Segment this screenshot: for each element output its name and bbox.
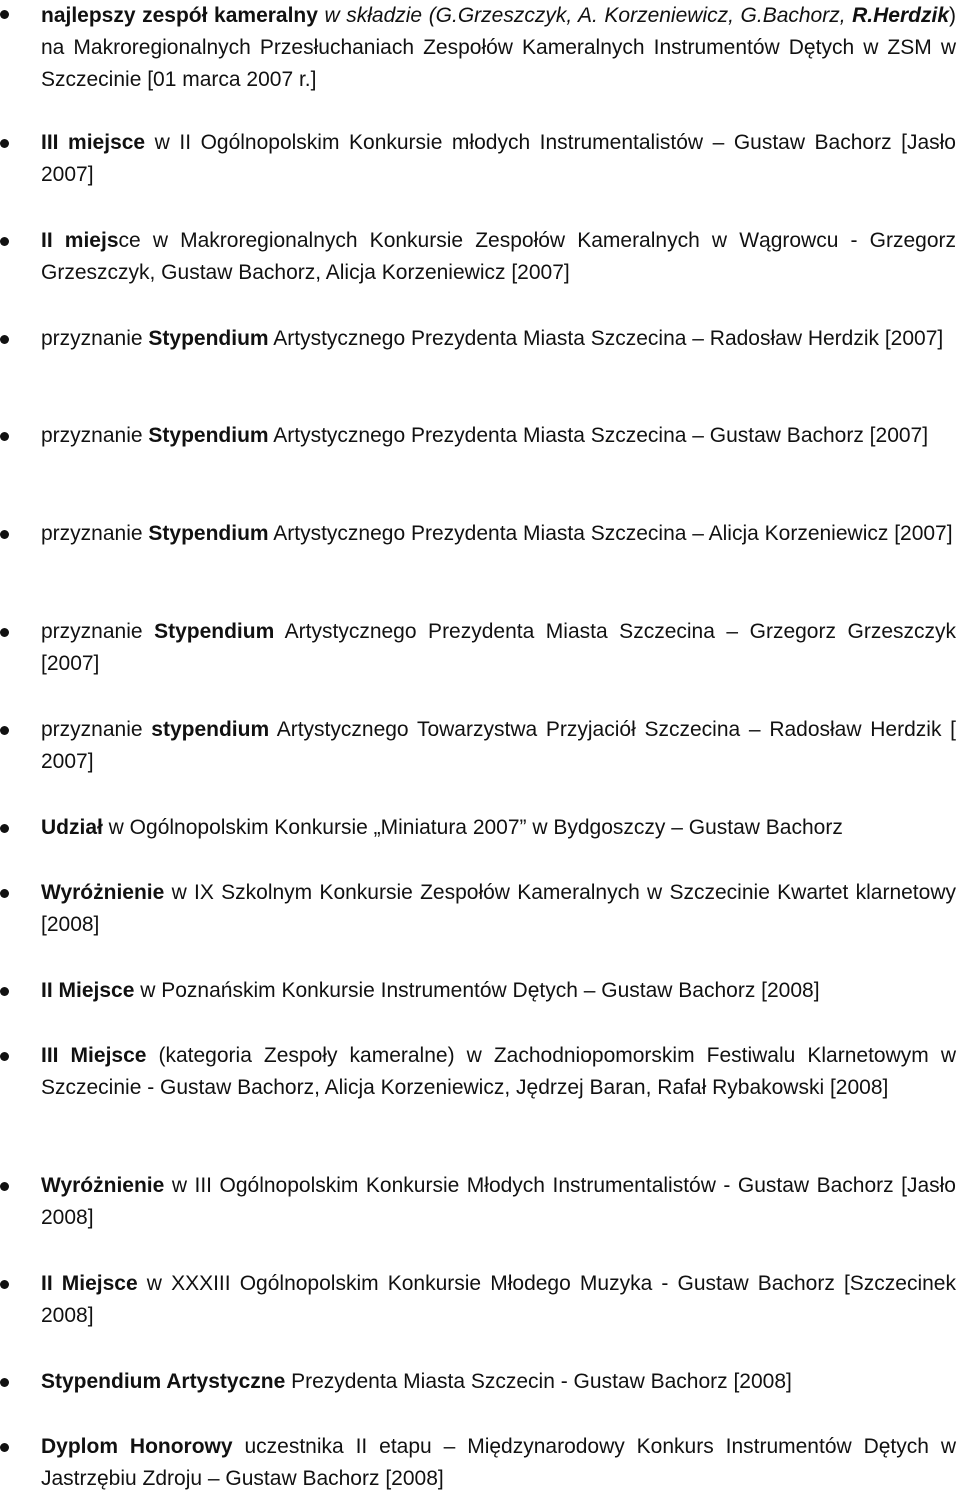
bullet-icon [0, 726, 9, 735]
bullet-icon [0, 889, 9, 898]
bullet-icon [0, 1052, 9, 1061]
item-text [41, 1170, 956, 1234]
item-text [41, 1366, 956, 1398]
item-text-regular: przyznanie [41, 718, 152, 741]
item-text-regular: w IX Szkolnym Konkursie Zespołów Kameralnych w Szczecinie Kwartet klarnetowy [2008] [41, 881, 956, 936]
item-text-bold: II Miejsce [41, 1272, 138, 1295]
item-text-regular: Artystycznego Towarzystwa Przyjaciół Szczecina – Radosław Herdzik [ 2007] [41, 718, 957, 773]
item-text [41, 1431, 956, 1495]
item-text-bold: III miejsce [41, 131, 146, 154]
item-text-regular: Artystycznego Prezydenta Miasta Szczecina – Gustaw Bachorz [2007] [268, 424, 929, 447]
item-text-bold: II miejs [41, 229, 119, 252]
bullet-icon [0, 237, 9, 246]
item-text-regular: w II Ogólnopolskim Konkursie młodych Instrumentalistów – Gustaw Bachorz [Jasło 2007] [41, 131, 956, 186]
item-text-bold: Stypendium [148, 327, 269, 350]
item-text-bold: Stypendium [154, 620, 275, 643]
bullet-icon [0, 824, 9, 833]
item-text-regular: w Ogólnopolskim Konkursie „Miniatura 2007” w Bydgoszczy – Gustaw Bachorz [102, 816, 843, 839]
bullet-icon [0, 987, 9, 996]
item-text-bold: Stypendium Artystyczne [41, 1370, 286, 1393]
item-text-bold: Stypendium [148, 424, 269, 447]
bullet-icon [0, 335, 9, 344]
item-text [41, 225, 956, 289]
item-text-regular: przyznanie [41, 424, 149, 447]
item-text [41, 518, 956, 550]
item-text-bold: Dyplom Honorowy [41, 1435, 233, 1458]
item-text-regular: Prezydenta Miasta Szczecin - Gustaw Bachorz [2008] [285, 1370, 792, 1393]
item-text-regular: (kategoria Zespoły kameralne) w Zachodniopomorskim Festiwalu Klarnetowym w Szczecinie - Gustaw Bachorz, Alicja Korzeniewicz, Jędrzej Baran, Rafał Rybakowski [2008] [41, 1044, 956, 1099]
item-text-bold: Stypendium [148, 522, 269, 545]
item-text-regular: uczestnika II etapu – Międzynarodowy Konkurs Instrumentów Dętych w Jastrzębiu Zdroju – Gustaw Bachorz [2008] [41, 1435, 956, 1490]
item-text-bold-italic: R.Herdzik [852, 4, 949, 27]
item-text-regular: ) na Makroregionalnych Przesłuchaniach Zespołów Kameralnych Instrumentów Dętych w ZSM w Szczecinie [01 marca 2007 r.] [41, 4, 956, 91]
item-text-bold: III Miejsce [41, 1044, 147, 1067]
item-text-regular: przyznanie [41, 327, 149, 350]
item-text-regular: przyznanie [41, 522, 149, 545]
bullet-icon [0, 1443, 9, 1452]
bullet-icon [0, 432, 9, 441]
item-text [41, 812, 956, 844]
bullet-icon [0, 10, 9, 19]
item-text [41, 0, 956, 96]
item-text-italic: w składzie (G.Grzeszczyk, A. Korzeniewicz, G.Bachorz, [317, 4, 853, 27]
item-text-bold: najlepszy zespół kameralny [41, 4, 318, 27]
bullet-icon [0, 139, 9, 148]
bullet-icon [0, 1182, 9, 1191]
item-text [41, 616, 956, 680]
item-text-regular: przyznanie [41, 620, 155, 643]
bullet-icon [0, 530, 9, 539]
bullet-icon [0, 1280, 9, 1289]
item-text [41, 420, 956, 452]
item-text [41, 877, 956, 941]
item-text-regular: w XXXIII Ogólnopolskim Konkursie Młodego Muzyka - Gustaw Bachorz [Szczecinek 2008] [41, 1272, 956, 1327]
item-text [41, 1040, 956, 1104]
item-text-bold: II Miejsce [41, 979, 135, 1002]
item-text-regular: ce w Makroregionalnych Konkursie Zespołów Kameralnych w Wągrowcu - Grzegorz Grzeszczyk, Gustaw Bachorz, Alicja Korzeniewicz [2007] [41, 229, 957, 284]
bullet-icon [0, 628, 9, 637]
item-text [41, 975, 956, 1007]
item-text-bold: Udział [41, 816, 103, 839]
item-text [41, 714, 956, 778]
item-text-regular: Artystycznego Prezydenta Miasta Szczecina – Grzegorz Grzeszczyk [2007] [41, 620, 957, 675]
item-text-regular: Artystycznego Prezydenta Miasta Szczecina – Alicja Korzeniewicz [2007] [268, 522, 953, 545]
item-text-bold: Wyróżnienie [41, 1174, 165, 1197]
item-text-regular: w III Ogólnopolskim Konkursie Młodych Instrumentalistów - Gustaw Bachorz [Jasło 2008] [41, 1174, 956, 1229]
item-text-bold: Wyróżnienie [41, 881, 165, 904]
item-text [41, 127, 956, 191]
item-text-regular: w Poznańskim Konkursie Instrumentów Dętych – Gustaw Bachorz [2008] [134, 979, 820, 1002]
item-text-bold: stypendium [151, 718, 270, 741]
bullet-icon [0, 1378, 9, 1387]
item-text-regular: Artystycznego Prezydenta Miasta Szczecina – Radosław Herdzik [2007] [268, 327, 944, 350]
item-text [41, 323, 956, 355]
item-text [41, 1268, 956, 1332]
